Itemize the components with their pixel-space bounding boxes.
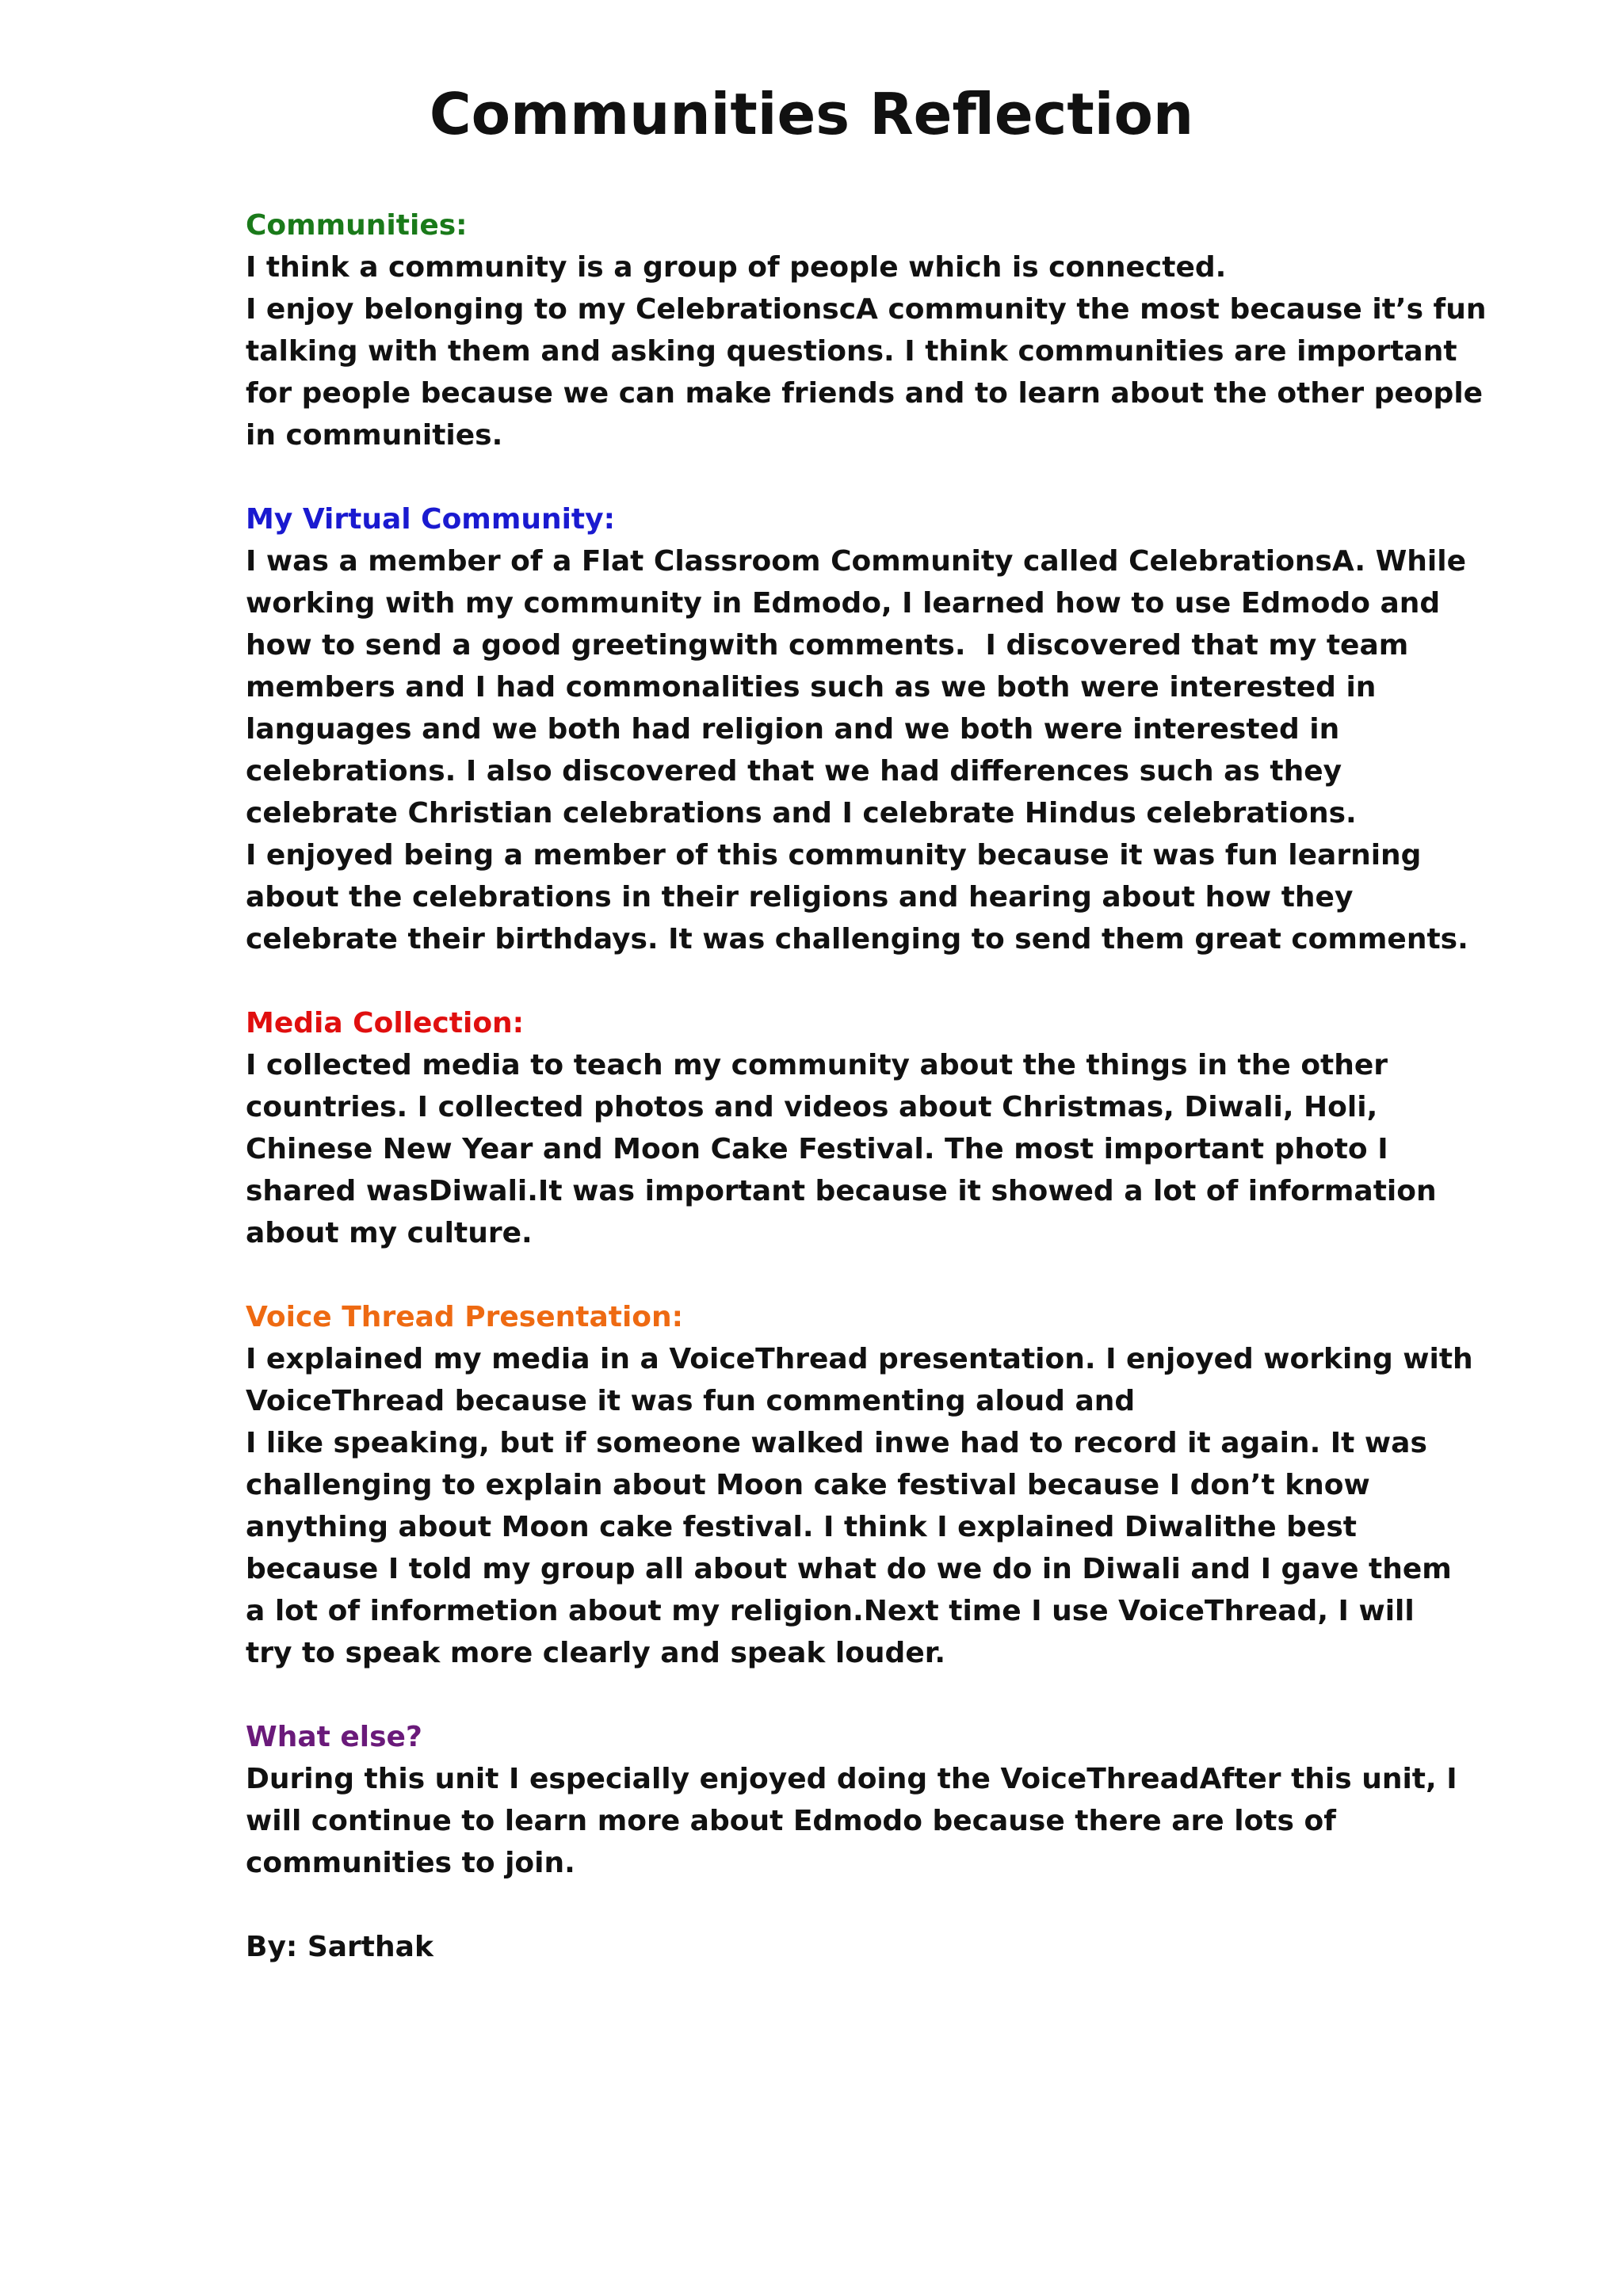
- document-body: [246, 204, 1487, 1968]
- paragraph-line: During this unit I especially enjoyed doing the VoiceThreadAfter this unit, I: [246, 1763, 1457, 1795]
- paragraph-line: members and I had commonalities such as we both were interested in: [246, 671, 1377, 704]
- paragraph-line: because I told my group all about what do we do in Diwali and I gave them: [246, 1553, 1452, 1585]
- section-heading-communities: Communities:: [246, 209, 468, 242]
- paragraph-line: I was a member of a Flat Classroom Community called CelebrationsA. While: [246, 545, 1467, 578]
- section-heading-what-else: What else?: [246, 1721, 422, 1753]
- paragraph-line: shared wasDiwali.It was important because it showed a lot of information: [246, 1175, 1437, 1207]
- paragraph-line: I enjoyed being a member of this community because it was fun learning: [246, 839, 1422, 871]
- paragraph-line: communities to join.: [246, 1847, 575, 1879]
- paragraph-line: Chinese New Year and Moon Cake Festival. The most important photo I: [246, 1133, 1388, 1165]
- paragraph-line: I like speaking, but if someone walked inwe had to record it again. It was: [246, 1427, 1427, 1459]
- section-heading-media-collection: Media Collection:: [246, 1007, 525, 1039]
- paragraph-line: I enjoy belonging to my CelebrationscA community the most because it’s fun: [246, 293, 1487, 326]
- paragraph-line: try to speak more clearly and speak louder.: [246, 1637, 946, 1669]
- paragraph-line: celebrate their birthdays. It was challenging to send them great comments.: [246, 923, 1468, 955]
- paragraph-line: challenging to explain about Moon cake festival because I don’t know: [246, 1469, 1370, 1501]
- paragraph-line: in communities.: [246, 419, 503, 452]
- paragraph-line: countries. I collected photos and videos about Christmas, Diwali, Holi,: [246, 1091, 1378, 1123]
- paragraph-line: a lot of informetion about my religion.Next time I use VoiceThread, I will: [246, 1595, 1415, 1627]
- section-heading-voice-thread: Voice Thread Presentation:: [246, 1301, 684, 1333]
- paragraph-line: how to send a good greetingwith comments. I discovered that my team: [246, 629, 1409, 662]
- paragraph-line: celebrations. I also discovered that we had differences such as they: [246, 755, 1342, 788]
- paragraph-line: I explained my media in a VoiceThread presentation. I enjoyed working with: [246, 1343, 1473, 1375]
- paragraph-line: I collected media to teach my community about the things in the other: [246, 1049, 1388, 1081]
- paragraph-line: anything about Moon cake festival. I think I explained Diwalithe best: [246, 1511, 1357, 1543]
- page-title: Communities Reflection: [429, 81, 1194, 147]
- paragraph-line: talking with them and asking questions. I think communities are important: [246, 335, 1457, 368]
- author-byline: By: Sarthak: [246, 1931, 433, 1963]
- section-heading-virtual-community: My Virtual Community:: [246, 503, 615, 536]
- paragraph-line: about my culture.: [246, 1217, 533, 1249]
- section-voice-thread: [246, 1296, 1473, 1674]
- paragraph-line: VoiceThread because it was fun commenting aloud and: [246, 1385, 1136, 1417]
- section-communities: [246, 204, 1487, 456]
- paragraph-line: I think a community is a group of people which is connected.: [246, 251, 1227, 284]
- section-what-else: [246, 1716, 1457, 1884]
- section-virtual-community: [246, 498, 1468, 960]
- paragraph-line: will continue to learn more about Edmodo because there are lots of: [246, 1805, 1336, 1837]
- section-media-collection: [246, 1002, 1437, 1254]
- paragraph-line: celebrate Christian celebrations and I celebrate Hindus celebrations.: [246, 797, 1357, 830]
- paragraph-line: for people because we can make friends and to learn about the other people: [246, 377, 1484, 410]
- paragraph-line: languages and we both had religion and we both were interested in: [246, 713, 1340, 746]
- paragraph-line: about the celebrations in their religions and hearing about how they: [246, 881, 1354, 913]
- paragraph-line: working with my community in Edmodo, I learned how to use Edmodo and: [246, 587, 1441, 620]
